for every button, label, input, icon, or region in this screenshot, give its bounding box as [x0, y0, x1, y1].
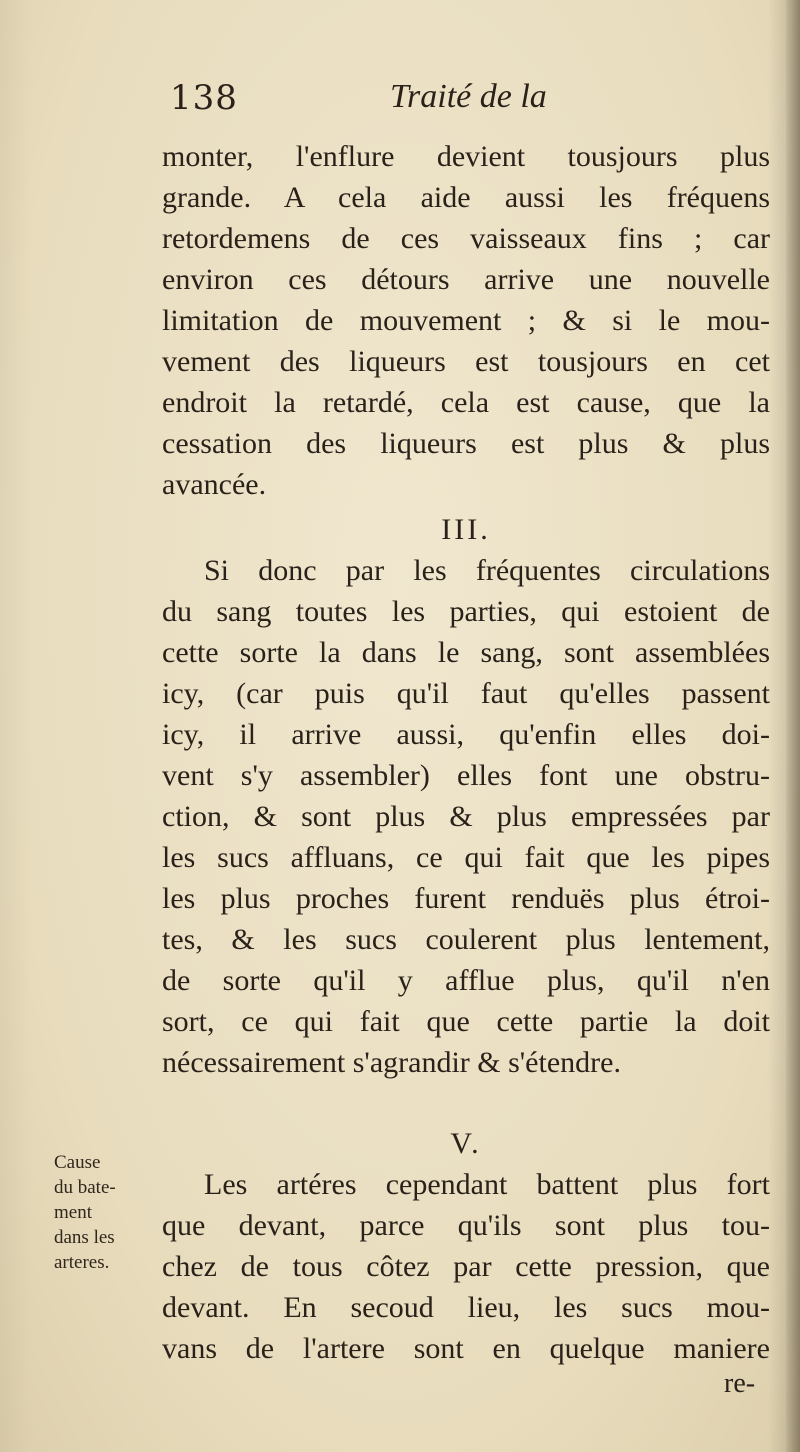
section-heading-iii: III.: [441, 513, 491, 546]
margin-note-line: dans les: [54, 1227, 115, 1248]
text-line: endroit la retardé, cela est cause, que la: [162, 386, 770, 419]
catchword: re-: [724, 1368, 756, 1399]
text-line: ction, & sont plus & plus empressées par: [162, 800, 770, 833]
body-text: [162, 136, 770, 1369]
text-line: Les artéres cependant battent plus fort: [204, 1168, 770, 1201]
text-line: environ ces détours arrive une nouvelle: [162, 263, 770, 296]
text-line: vans de l'artere sont en quelque maniere: [162, 1332, 770, 1365]
text-line: devant. En secoud lieu, les sucs mou-: [162, 1291, 770, 1324]
text-line: vent s'y assembler) elles font une obstru-: [162, 759, 770, 792]
margin-note-line: du bate-: [54, 1177, 116, 1198]
section-heading-v: V.: [450, 1127, 482, 1160]
margin-note-line: Cause: [54, 1152, 101, 1173]
margin-note: [54, 1150, 164, 1275]
text-line: sort, ce qui fait que cette partie la doit: [162, 1005, 770, 1038]
text-line: icy, il arrive aussi, qu'enfin elles doi-: [162, 718, 770, 751]
text-line: vement des liqueurs est tousjours en cet: [162, 345, 770, 378]
text-line: chez de tous côtez par cette pression, que: [162, 1250, 770, 1283]
margin-note-line: arteres.: [54, 1252, 110, 1273]
text-line: Si donc par les fréquentes circulations: [204, 554, 770, 587]
text-line: grande. A cela aide aussi les fréquens: [162, 181, 770, 214]
text-line: retordemens de ces vaisseaux fins ; car: [162, 222, 770, 255]
text-line: de sorte qu'il y afflue plus, qu'il n'en: [162, 964, 770, 997]
text-line: que devant, parce qu'ils sont plus tou-: [162, 1209, 770, 1242]
running-title: Traité de la: [390, 78, 547, 115]
text-line: avancée.: [162, 468, 267, 501]
paragraph-3: [162, 1164, 770, 1369]
page-header: [170, 78, 770, 128]
text-line: monter, l'enflure devient tousjours plus: [162, 140, 770, 173]
text-line: les sucs affluans, ce qui fait que les pipes: [162, 841, 770, 874]
paragraph-2: [162, 550, 770, 1083]
text-line: limitation de mouvement ; & si le mou-: [162, 304, 770, 337]
text-line: icy, (car puis qu'il faut qu'elles passent: [162, 677, 770, 710]
paragraph-1: [162, 136, 770, 505]
page-edge-shadow: [786, 0, 800, 1452]
text-line: du sang toutes les parties, qui estoient de: [162, 595, 770, 628]
text-line: les plus proches furent renduës plus étroi-: [162, 882, 770, 915]
margin-note-line: ment: [54, 1202, 92, 1223]
text-line: cessation des liqueurs est plus & plus: [162, 427, 770, 460]
text-line: nécessairement s'agrandir & s'étendre.: [162, 1046, 621, 1079]
text-line: tes, & les sucs coulerent plus lentement,: [162, 923, 770, 956]
page-number: 138: [170, 78, 238, 118]
text-line: cette sorte la dans le sang, sont assemblées: [162, 636, 770, 669]
